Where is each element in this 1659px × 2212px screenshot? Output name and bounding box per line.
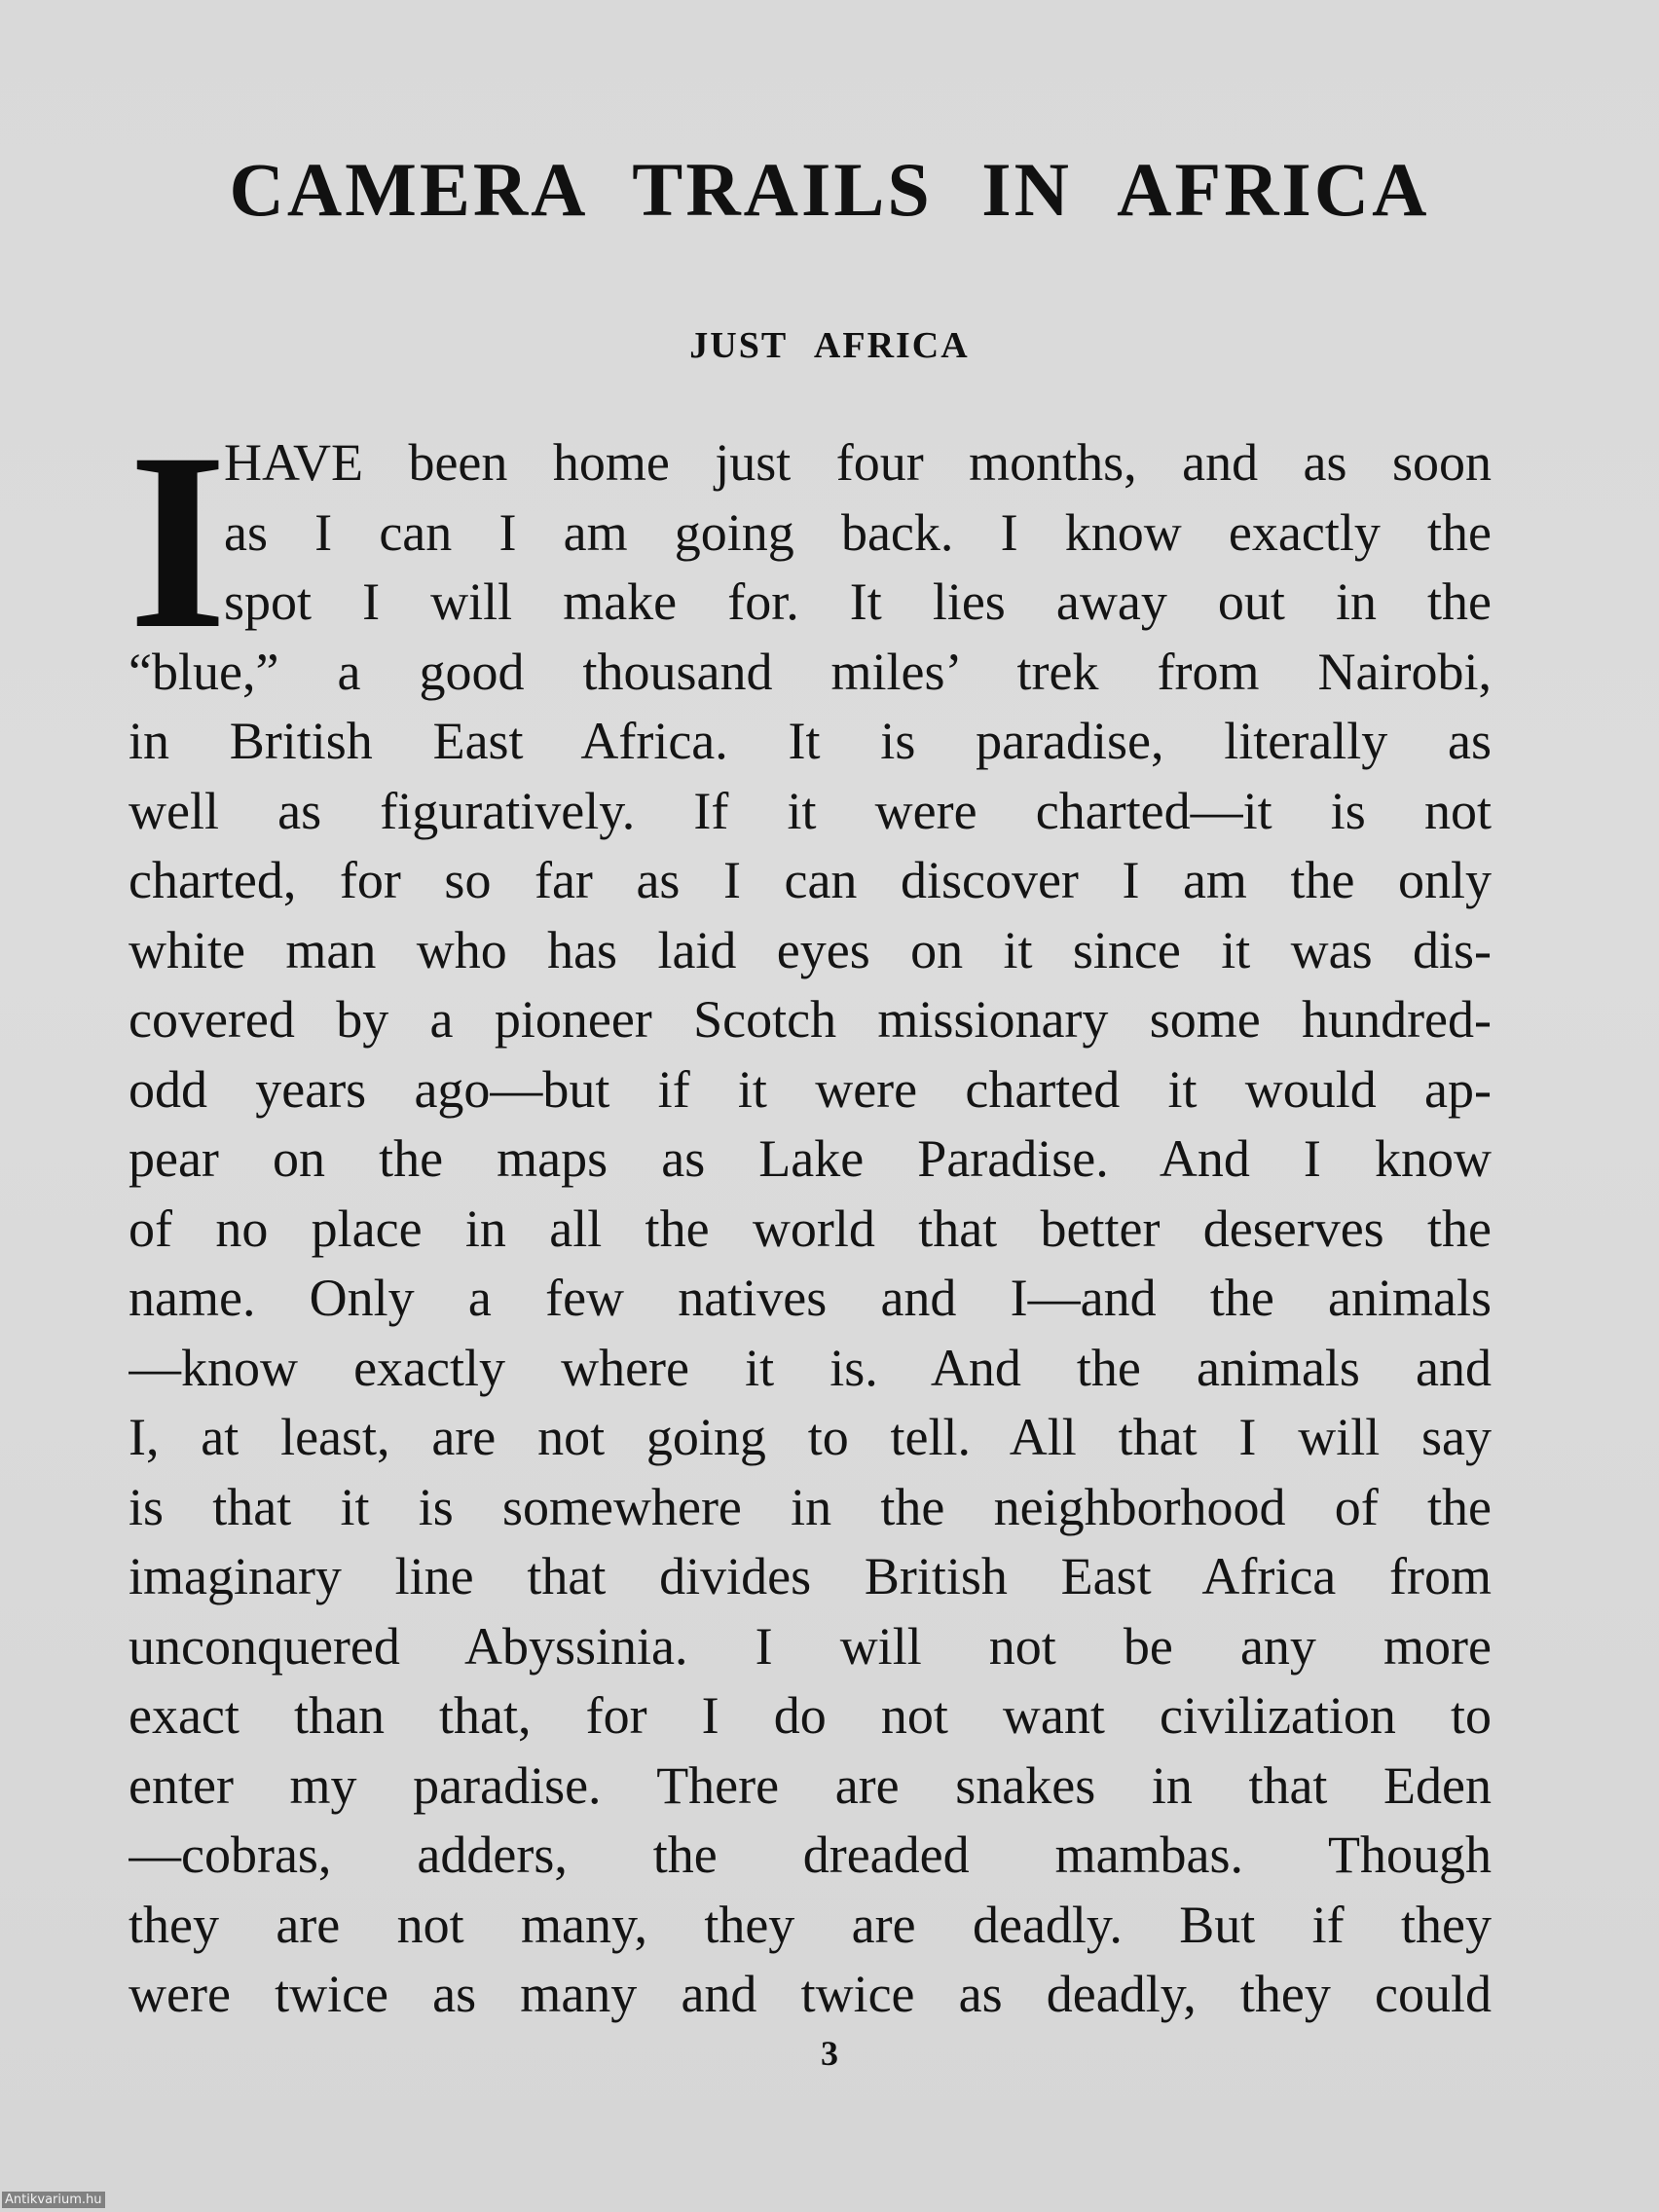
text-line: covered by a pioneer Scotch missionary some hundred- <box>129 990 1492 1049</box>
section-subtitle: JUST AFRICA <box>689 325 970 366</box>
text-line: unconquered Abyssinia. I will not be any more <box>129 1616 1492 1676</box>
text-line: “blue,” a good thousand miles’ trek from Nairobi, <box>129 642 1492 701</box>
watermark: Antikvarium.hu <box>2 2192 105 2208</box>
drop-cap: I <box>129 401 228 682</box>
text-line: —know exactly where it is. And the animals and <box>129 1338 1492 1397</box>
text-line: is that it is somewhere in the neighborhood of the <box>129 1477 1492 1536</box>
text-line: pear on the maps as Lake Paradise. And I know <box>129 1129 1492 1188</box>
text-line: spot I will make for. It lies away out in the <box>224 572 1492 631</box>
text-line: HAVE been home just four months, and as soon <box>224 433 1492 492</box>
text-line: as I can I am going back. I know exactly the <box>224 502 1492 562</box>
text-line: in British East Africa. It is paradise, literally as <box>129 712 1492 770</box>
text-line: exact than that, for I do not want civilization to <box>129 1686 1492 1745</box>
text-line: name. Only a few natives and I—and the animals <box>129 1269 1492 1327</box>
text-line: imaginary line that divides British East Africa from <box>129 1547 1492 1605</box>
text-line: —cobras, adders, the dreaded mambas. Though <box>129 1825 1492 1884</box>
page-number: 3 <box>821 2034 838 2073</box>
chapter-title: CAMERA TRAILS IN AFRICA <box>229 147 1430 232</box>
body-text <box>129 401 1492 2030</box>
text-line: well as figuratively. If it were charted—it is not <box>129 781 1492 840</box>
text-line: charted, for so far as I can discover I am the only <box>129 851 1492 909</box>
text-line: enter my paradise. There are snakes in that Eden <box>129 1755 1492 1815</box>
text-line: odd years ago—but if it were charted it would ap- <box>129 1059 1492 1119</box>
text-line: they are not many, they are deadly. But if they <box>129 1895 1492 1954</box>
text-line: white man who has laid eyes on it since it was dis- <box>129 920 1492 979</box>
text-line: I, at least, are not going to tell. All that I will say <box>129 1408 1492 1466</box>
text-line: of no place in all the world that better deserves the <box>129 1198 1492 1258</box>
text-line: were twice as many and twice as deadly, they could <box>129 1965 1492 2023</box>
